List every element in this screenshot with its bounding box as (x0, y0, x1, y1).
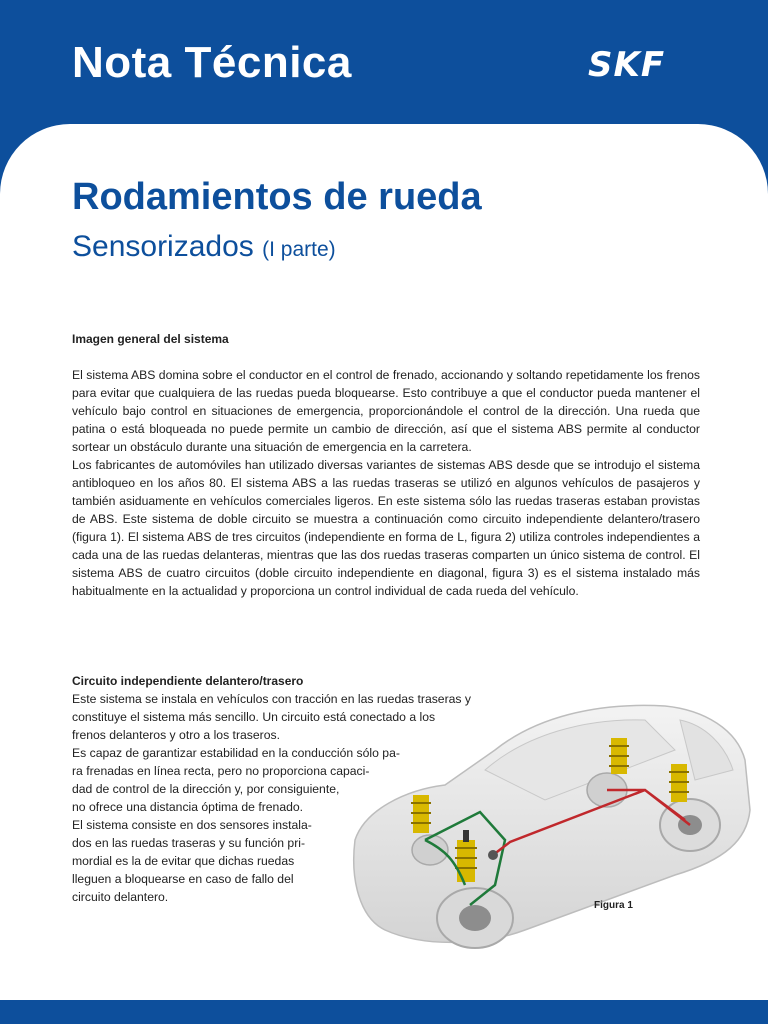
text-line: mordial es la de evitar que dichas ruedas (72, 854, 295, 868)
text-line: constituye el sistema más sencillo. Un circuito está conectado a los (72, 710, 436, 724)
text-line: circuito delantero. (72, 890, 169, 904)
header-title: Nota Técnica (72, 38, 352, 87)
text-line: dos en las ruedas traseras y su función pri- (72, 836, 306, 850)
text-line: El sistema consiste en dos sensores instala- (72, 818, 312, 832)
text-line: dad de control de la dirección y, por consiguiente, (72, 782, 340, 796)
figure-caption: Figura 1 (594, 900, 633, 911)
text-line: ra frenadas en línea recta, pero no proporciona capaci- (72, 764, 370, 778)
section-body-overview (72, 366, 700, 600)
subtitle-text: Sensorizados (72, 230, 254, 263)
spring-rear-right (669, 764, 689, 802)
text-line: frenos delanteros y otro a los traseros. (72, 728, 280, 742)
paragraph: Los fabricantes de automóviles han utilizado diversas variantes de sistemas ABS desde que se introdujo el sistema antibloqueo en los años 80. El sistema ABS a las ruedas traseras se utilizó en algunos vehículos de pasajeros y también asiduamente en vehículos comerciales ligeros. En este sistema sólo las ruedas traseras estaban provistas de ABS. Este sistema de doble circuito se muestra a continuación como circuito independiente delantero/trasero (figura 1). El sistema ABS de tres circuitos (independiente en forma de L, figura 2) utiliza controles independientes a cada una de las ruedas delanteras, mientras que las dos ruedas traseras comparten un único sistema de control. El sistema ABS de cuatro circuitos (doble circuito independiente en diagonal, figura 3) es el sistema instalado más habitualmente en la actualidad y proporciona un control individual de cada rueda del vehículo. (72, 458, 700, 598)
paragraph: El sistema ABS domina sobre el conductor en el control de frenado, accionando y soltando repetidamente los frenos para evitar que cualquiera de las ruedas pueda bloquearse. Esto contribuye a que el conductor pueda mantener el vehículo bajo control en situaciones de emergencia, proporcionándole el control de la dirección. Una rueda que patina o está bloqueada no puede permite un cambio de dirección, así que el sistema ABS permite al conductor sortear un obstáculo durante una situación de emergencia en la carretera. (72, 368, 700, 454)
section-body-front-rear (72, 690, 542, 906)
bottom-band (0, 1000, 768, 1024)
text-line: Este sistema se instala en vehículos con tracción en las ruedas traseras y (72, 692, 471, 706)
spring-rear-left (609, 738, 629, 774)
document-subtitle (72, 230, 336, 264)
text-line: Es capaz de garantizar estabilidad en la conducción sólo pa- (72, 746, 400, 760)
subtitle-part: (I parte) (262, 238, 336, 261)
section-heading-overview: Imagen general del sistema (72, 332, 229, 346)
text-line: lleguen a bloquearse en caso de fallo del (72, 872, 294, 886)
skf-logo: SKF (588, 45, 666, 85)
document-title: Rodamientos de rueda (72, 176, 482, 218)
text-line: no ofrece una distancia óptima de frenado. (72, 800, 304, 814)
wheel-front-left-hub (459, 905, 491, 931)
section-heading-front-rear: Circuito independiente delantero/trasero (72, 674, 304, 688)
